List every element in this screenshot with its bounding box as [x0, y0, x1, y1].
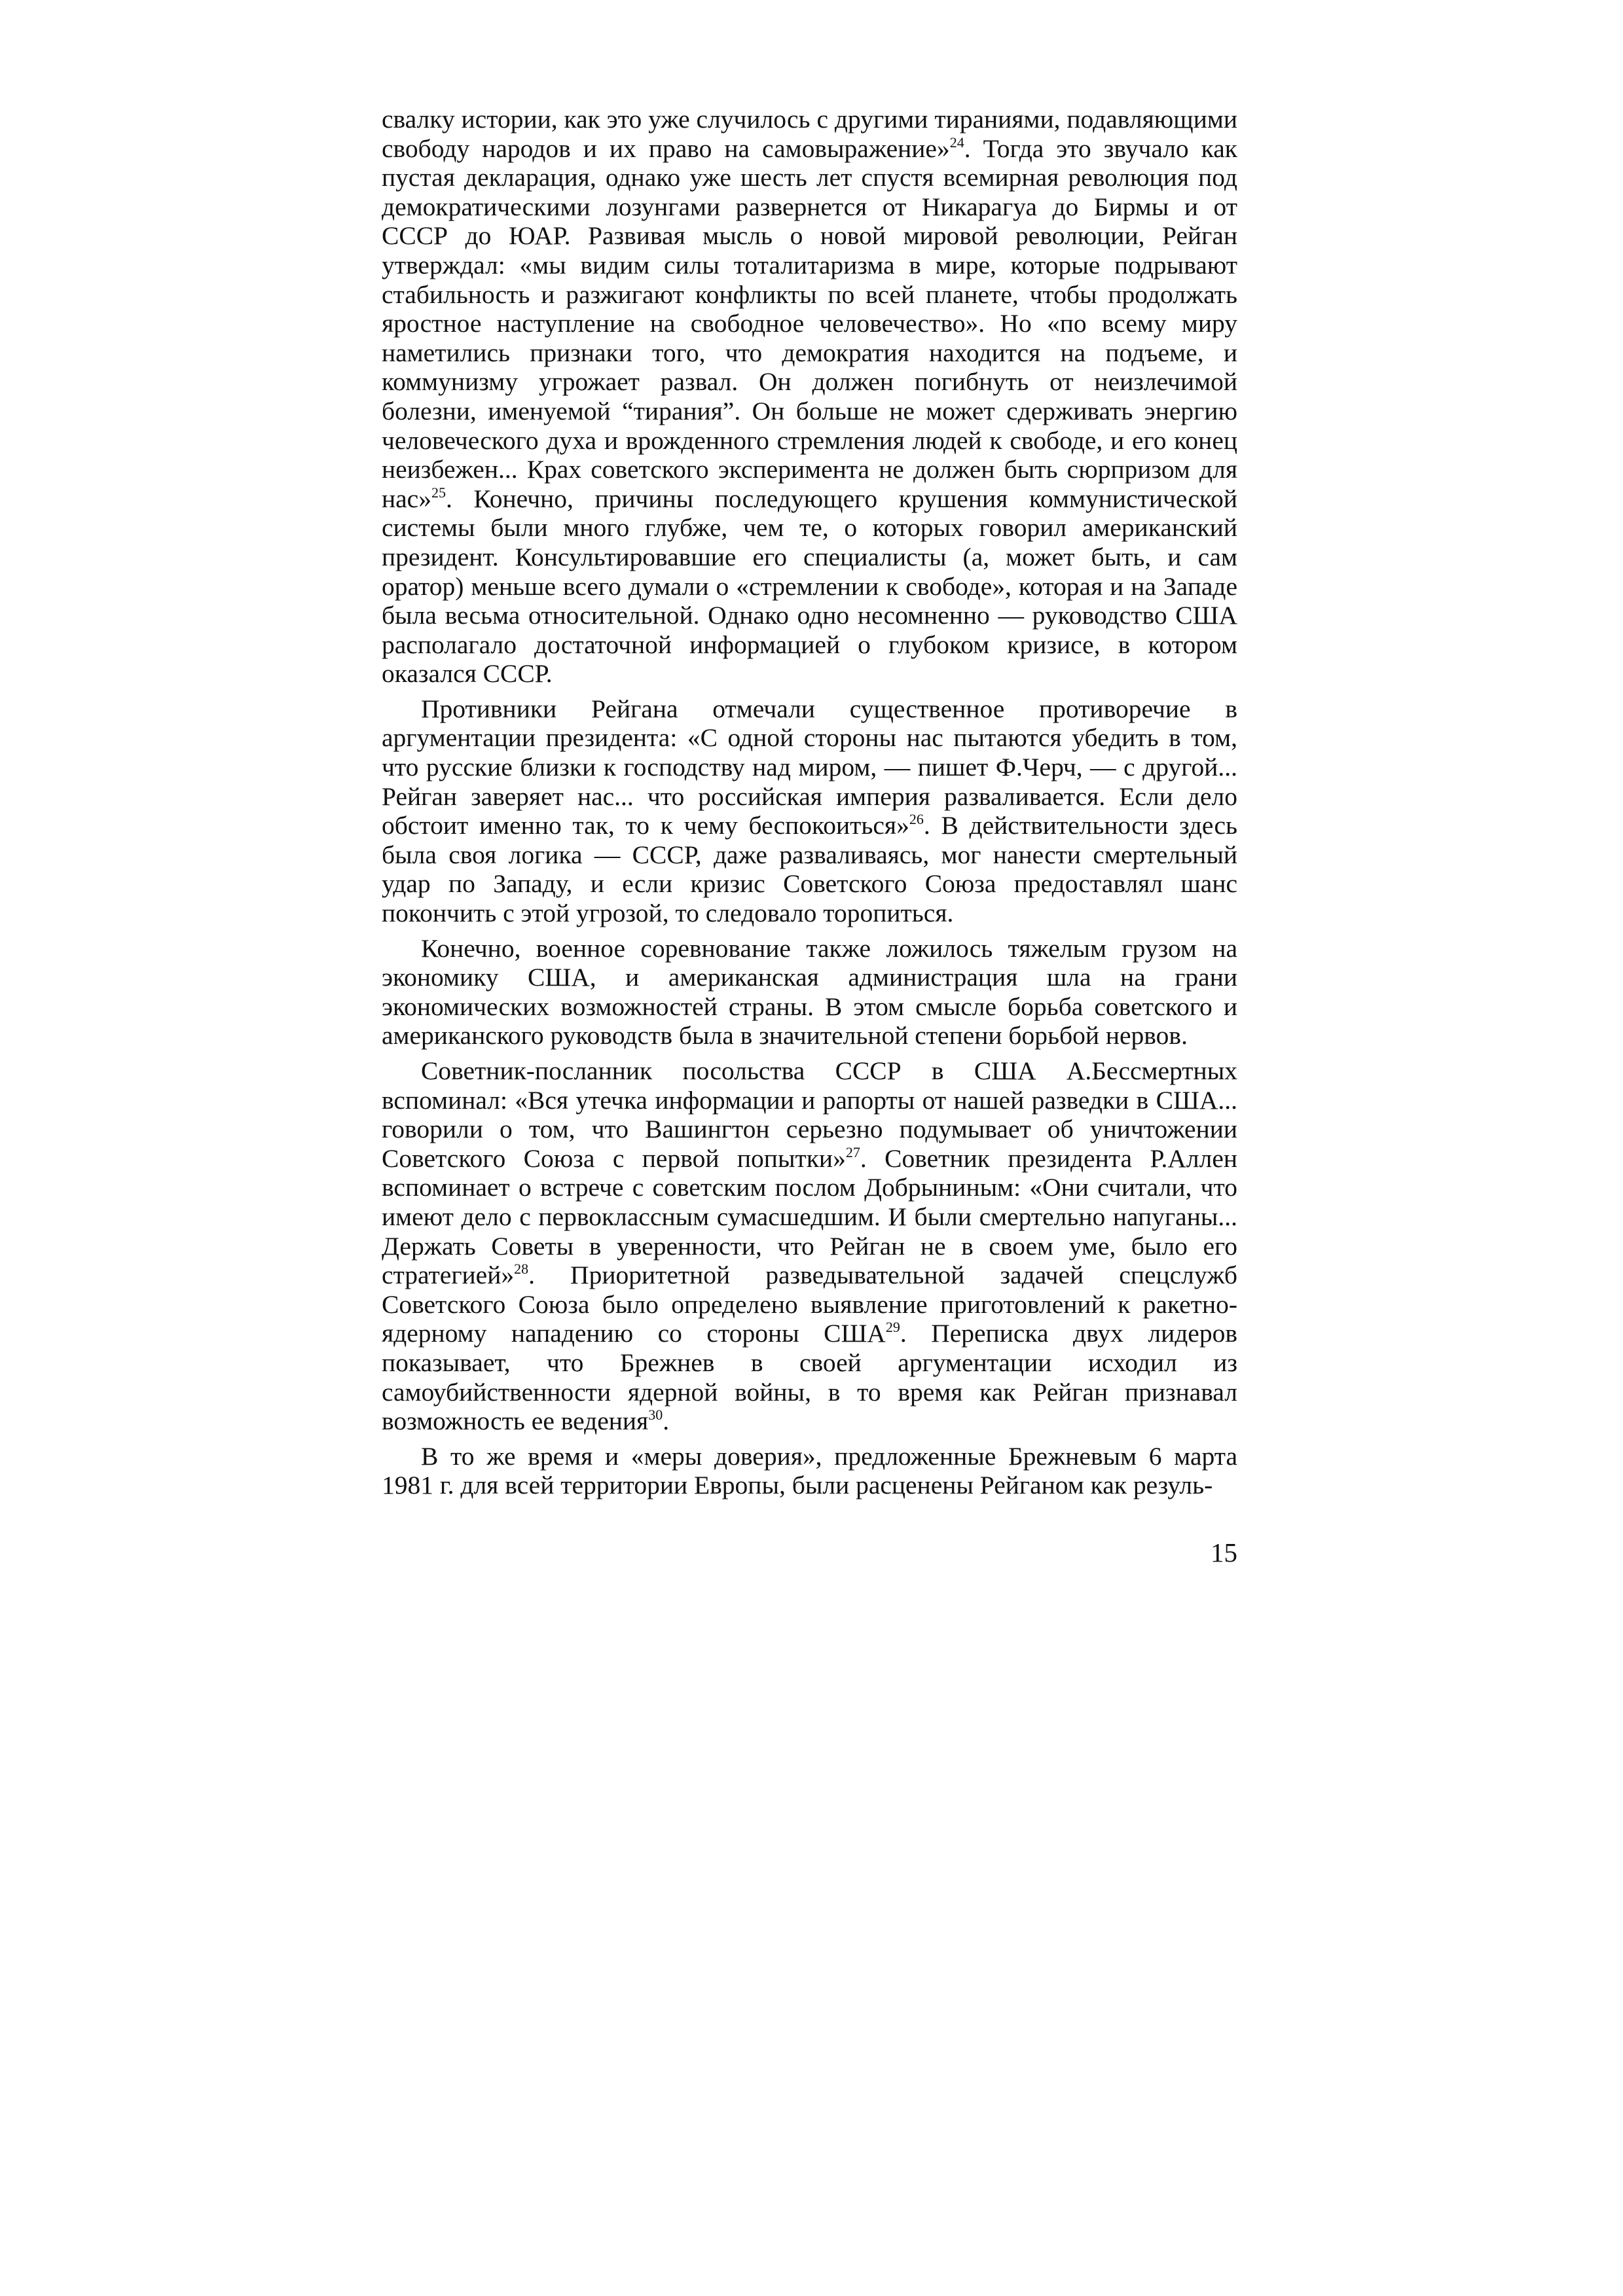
- footnote-reference: 26: [909, 811, 924, 828]
- text-run: . Тогда это звучало как пустая декларация, однако уже шесть лет спустя всемирная революция под демократическими лозунгами развернется от Никарагуа до Бирмы и от СССР до ЮАР. Развивая мысль о новой мировой революции, Рейган утверждал: «мы видим силы тоталитаризма в мире, которые подрывают стабильность и разжигают конфликты по всей планете, чтобы продолжать яростное наступление на свободное человечество». Но «по всему миру наметились признаки того, что демократия находится на подъеме, и коммунизму угрожает развал. Он должен погибнуть от неизлечимой болезни, именуемой “тирания”. Он больше не может сдерживать энергию человеческого духа и врожденного стремления людей к свободе, и его конец неизбежен... Крах советского эксперимента не должен быть сюрпризом для нас»: [382, 134, 1237, 513]
- text-run: свалку истории, как это уже случилось с другими тираниями, подавляющими свободу народов и их право на самовыражение»: [382, 105, 1237, 163]
- footnote-reference: 24: [949, 134, 964, 151]
- paragraph: [382, 934, 1237, 1050]
- footnote-reference: 25: [431, 484, 446, 501]
- text-run: Советник-посланник посольства СССР в США А.Бессмертных вспоминал: «Вся утечка информации и рапорты от нашей разведки в США... говорили о том, что Вашингтон серьезно подумывает об уничтожении Советского Союза с первой попытки»: [382, 1056, 1237, 1173]
- paragraph: [382, 1442, 1237, 1500]
- text-run: . Конечно, причины последующего крушения коммунистической системы были много глубже, чем те, о которых говорил американский президент. Консультировавшие его специалисты (а, может быть, и сам оратор) меньше всего думали о «стремлении к свободе», которая и на Западе была весьма относительной. Однако одно несомненно — руководство США располагало достаточной информацией о глубоком кризисе, в котором оказался СССР.: [382, 484, 1237, 689]
- paragraph: [382, 105, 1237, 689]
- footnote-reference: 28: [514, 1261, 529, 1278]
- footnote-reference: 30: [648, 1407, 663, 1424]
- text-run: В то же время и «меры доверия», предложенные Брежневым 6 марта 1981 г. для всей территории Европы, были расценены Рейганом как резуль-: [382, 1441, 1237, 1500]
- text-run: . В действительности здесь была своя логика — СССР, даже разваливаясь, мог нанести смертельный удар по Западу, и если кризис Советского Союза предоставлял шанс покончить с этой угрозой, то следовало торопиться.: [382, 811, 1237, 928]
- footnote-reference: 29: [885, 1319, 900, 1336]
- footnote-reference: 27: [845, 1143, 860, 1160]
- text-run: . Советник президента Р.Аллен вспоминает о встрече с советским послом Добрыниным: «Они считали, что имеют дело с первоклассным сумасшедшим. И были смертельно напуганы... Держать Советы в уверенности, что Рейган не в своем уме, было его стратегией»: [382, 1143, 1237, 1290]
- text-run: .: [663, 1407, 670, 1436]
- paragraph: [382, 1056, 1237, 1436]
- paragraph: [382, 694, 1237, 928]
- text-run: . Приоритетной разведывательной задачей спецслужб Советского Союза было определено выявление приготовлений к ракетно-ядерному нападению со стороны США: [382, 1261, 1237, 1348]
- page-body-text: [382, 105, 1237, 1500]
- text-run: Противники Рейгана отмечали существенное противоречие в аргументации президента: «С одной стороны нас пытаются убедить в том, что русские близки к господству над миром, — пишет Ф.Черч, — с другой... Рейган заверяет нас... что российская империя разваливается. Если дело обстоит именно так, то к чему беспокоиться»: [382, 694, 1237, 840]
- text-run: . Переписка двух лидеров показывает, что Брежнев в своей аргументации исходил из самоубийственности ядерной войны, в то время как Рейган признавал возможность ее ведения: [382, 1319, 1237, 1436]
- text-run: Конечно, военное соревнование также ложилось тяжелым грузом на экономику США, и американская администрация шла на грани экономических возможностей страны. В этом смысле борьба советского и американского руководств была в значительной степени борьбой нервов.: [382, 933, 1237, 1050]
- page-number: 15: [1211, 1537, 1237, 1568]
